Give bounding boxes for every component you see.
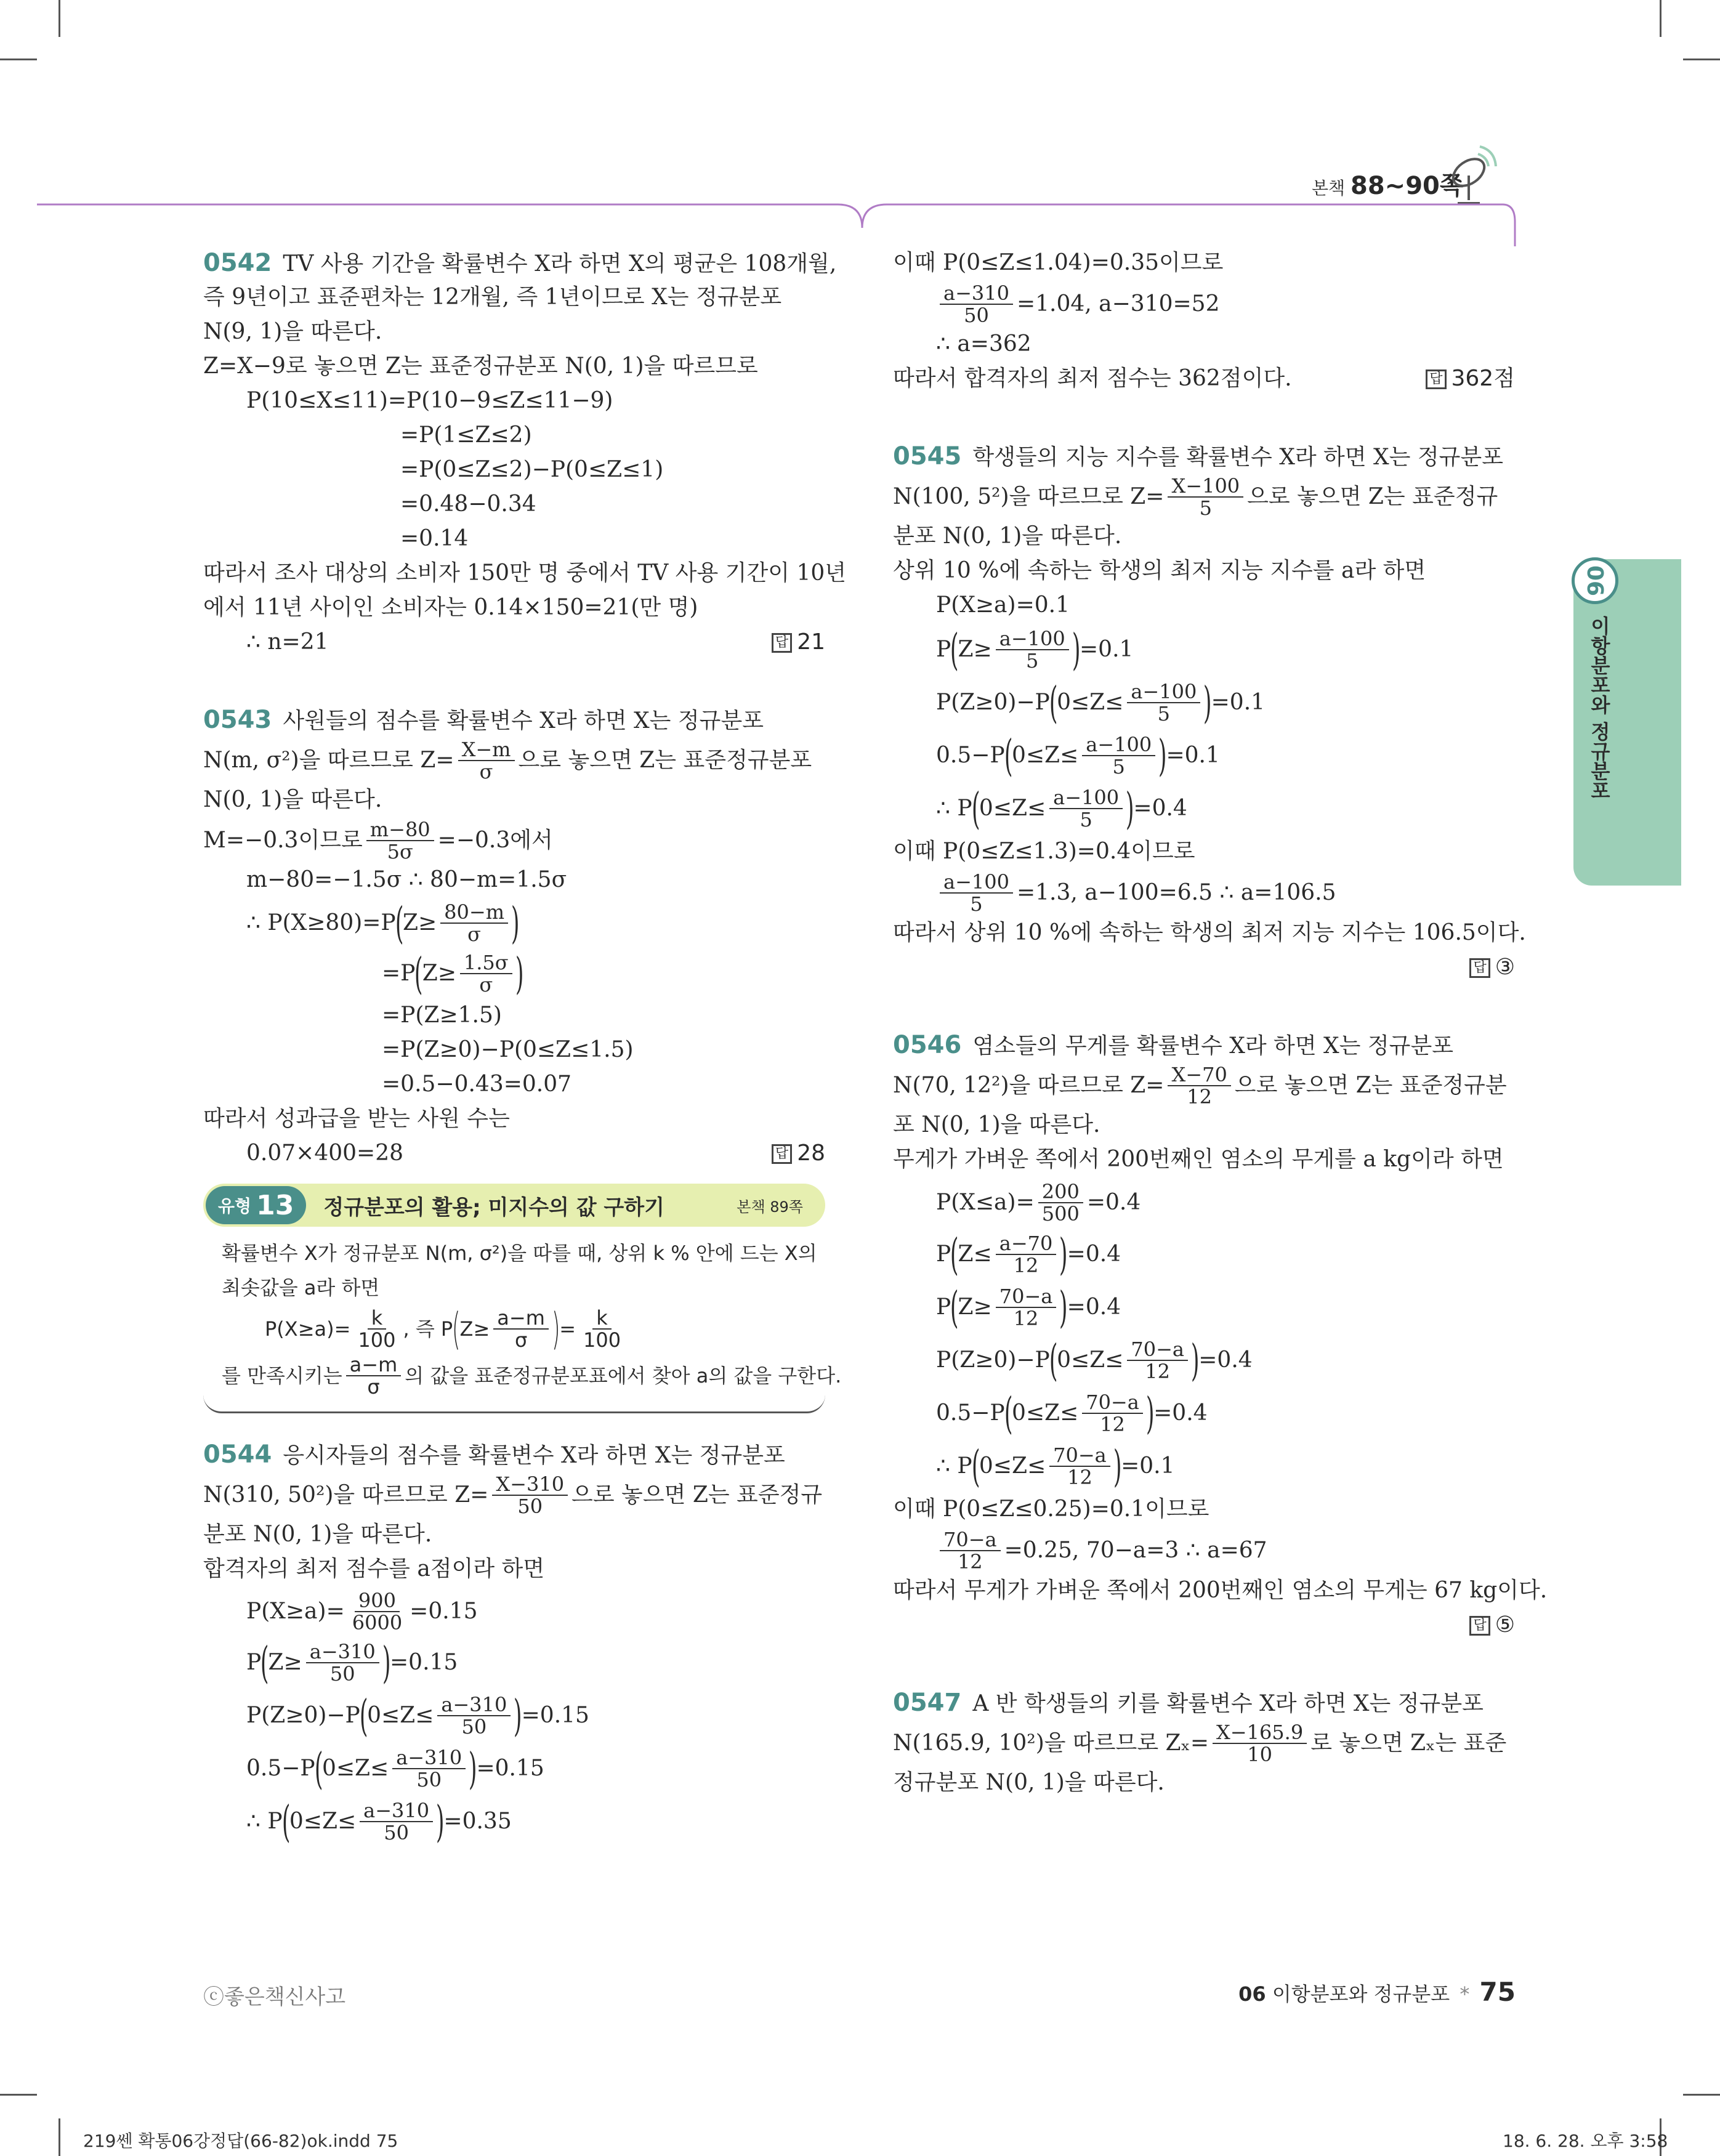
answer-mark (1469, 1609, 1515, 1642)
equation-part: ∴ P(X≥80)=P (246, 910, 396, 935)
answer-value: 362점 (1451, 366, 1515, 391)
header-prefix: 본책 (1312, 178, 1346, 198)
crop-mark (0, 59, 37, 60)
text-line: 로 놓으면 Zₓ는 표준 (1310, 1730, 1507, 1756)
problem-0547 (893, 1686, 1515, 1801)
text-line: N(9, 1)을 따른다. (203, 319, 382, 344)
text-line: 이때 P(0≤Z≤1.04)=0.35이므로 (893, 250, 1224, 275)
equation-part: 0≤Z≤ (1011, 1400, 1079, 1426)
equation-line: m−80=−1.5σ ∴ 80−m=1.5σ (246, 867, 567, 892)
fraction (1082, 1392, 1143, 1435)
equation-line: ∴ n=21 (246, 629, 329, 655)
text-line: Z=X−9로 놓으면 Z는 표준정규분포 N(0, 1)을 따르므로 (203, 353, 758, 379)
page-number: 75 (1479, 1977, 1516, 2007)
header-pages: 88~90쪽 (1351, 172, 1464, 200)
problem-0546: 0546 염소들의 무게를 확률변수 X라 하면 X는 정규분포 N(70, 12²)을 따르므로 Z= $\frac{X-70}{12}$ 으로 놓으면 Z는 표준정규분 포 N(0, 1)을 따른다. 무게가 가벼운 쪽에서 200번째인 염소의 무게를 a kg이라 하면 P(X≤a)= $\frac{200}{500}$ =0.4 P ( Z≤ $\frac{a-70}{12}$ ) =0.4 P ( Z≥ $\frac{70-a}{12}$ ) =0.4 P(Z≥0)−P ( 0≤Z≤ $\frac{70-a}{12}$ ) =0.4 0.5−P ( 0≤Z≤ $\frac{70-a}{12}$ ) =0.4 ∴ P ( 0≤Z≤ $\frac{70-a}{12}$ ) =0.1 이때 P(0≤Z≤0.25)=0.1이므로 $\frac{70-a}{12}$ =0.25, 70−a=3 ∴ a=67 따라서 무게가 가벼운 쪽에서 200번째인 염소의 무게는 67 kg이다. 답 ⑤ (893, 1028, 1515, 1643)
type-badge (206, 1186, 306, 1224)
equation-part: Z≥ (958, 1294, 992, 1320)
equation-part: =0.1 (1121, 1453, 1175, 1479)
print-slug-date: 18. 6. 28. 오후 3:58 (1503, 2131, 1668, 2151)
fraction (349, 1590, 406, 1633)
denominator: 50 (517, 1495, 543, 1518)
denominator: σ (467, 923, 482, 946)
text-line: N(70, 12²)을 따르므로 Z= (893, 1073, 1165, 1098)
denominator: 500 (1041, 1202, 1080, 1225)
denominator: 12 (1145, 1360, 1170, 1383)
numerator: X−m (458, 739, 515, 761)
equation-line: =0.14 (400, 526, 469, 551)
type-13-box (203, 1184, 842, 1413)
denominator: 5 (1112, 755, 1125, 778)
fraction (460, 952, 512, 995)
answer-mark (1426, 362, 1515, 395)
denominator: 12 (1100, 1413, 1125, 1436)
fraction (1213, 1722, 1307, 1765)
equation-part: P (936, 1294, 951, 1320)
problem-number: 0547 (893, 1689, 962, 1717)
numerator: k (592, 1307, 612, 1330)
problem-0542 (203, 246, 847, 660)
answer-icon: 답 (772, 1144, 792, 1164)
text-line: A 반 학생들의 키를 확률변수 X라 하면 X는 정규분포 (972, 1691, 1484, 1716)
equation-line: =P(1≤Z≤2) (400, 422, 532, 448)
denominator: 5 (1080, 808, 1092, 831)
numerator: X−165.9 (1213, 1722, 1307, 1744)
denominator: 5 (1026, 649, 1039, 672)
problem-number: 0544 (203, 1440, 272, 1469)
crop-mark (59, 2118, 60, 2156)
type-badge-number: 13 (256, 1189, 294, 1221)
problem-0544: 0544 응시자들의 점수를 확률변수 X라 하면 X는 정규분포 N(310, 50²)을 따르므로 Z= $\frac{X-310}{50}$ 으로 놓으면 Z는 표준정규 분포 N(0, 1)을 따른다. 합격자의 최저 점수를 a점이라 하면 P(X≥a)= $\frac{900}{6000}$ =0.15 P ( Z≥ $\frac{a-310}{50}$ ) =0.15 P(Z≥0)−P ( 0≤Z≤ $\frac{a-310}{50}$ ) =0.15 0.5−P ( 0≤Z≤ $\frac{a-310}{50}$ ) =0.15 ∴ P ( 0≤Z≤ $\frac{a-310}{50}$ ) =0.35 (203, 1438, 825, 1848)
answer-icon: 답 (1469, 1616, 1490, 1636)
equation-part: =P (382, 961, 416, 986)
denominator: σ (479, 760, 493, 783)
chapter-tab-title: 이항분포와 정규분포 (1588, 616, 1611, 801)
fraction (366, 819, 434, 862)
equation-part: =0.1 (1166, 743, 1220, 768)
type-13-header (203, 1184, 825, 1227)
equation-part: ∴ P (936, 1453, 972, 1479)
denominator: 50 (384, 1821, 409, 1844)
problem-number: 0546 (893, 1031, 962, 1059)
problem-number: 0543 (203, 706, 272, 734)
equation-line: P(X≥a)=0.1 (936, 592, 1070, 618)
fraction (940, 1529, 1001, 1572)
problem-0544-continued (893, 246, 1515, 397)
equation-part: P(Z≥0)−P (246, 1703, 360, 1728)
text-line: 따라서 성과급을 받는 사원 수는 (203, 1106, 510, 1131)
answer-icon: 답 (1426, 369, 1446, 389)
numerator: 900 (355, 1590, 400, 1612)
text-line: N(0, 1)을 따른다. (203, 787, 382, 812)
text-line: 즉 9년이고 표준편차는 12개월, 즉 1년이므로 X는 정규분포 (203, 285, 782, 310)
fraction (1168, 475, 1243, 519)
type-page-ref: 본책 89쪽 (737, 1198, 803, 1216)
equation-part: P(Z≥0)−P (936, 690, 1050, 715)
equation-line: P(10≤X≤11)=P(10−9≤Z≤11−9) (246, 388, 613, 413)
text-line: 학생들의 지능 지수를 확률변수 X라 하면 X는 정규분포 (972, 445, 1503, 470)
denominator: 10 (1247, 1743, 1272, 1766)
answer-icon: 답 (772, 633, 792, 653)
equation-part: 0.5−P (936, 743, 1005, 768)
text-line: 의 값을 표준정규분포표에서 찾아 a의 값을 구한다. (405, 1364, 842, 1387)
fraction (996, 628, 1069, 671)
fraction (1082, 734, 1155, 777)
text-line: 으로 놓으면 Z는 표준정규 (1247, 484, 1498, 509)
text-line: 따라서 무게가 가벼운 쪽에서 200번째인 염소의 무게는 67 kg이다. (893, 1578, 1548, 1603)
numerator: a−100 (996, 628, 1069, 650)
numerator: m−80 (366, 819, 434, 841)
text-line: 포 N(0, 1)을 따른다. (893, 1112, 1100, 1137)
numerator: X−310 (492, 1474, 568, 1496)
crop-mark (1683, 59, 1720, 60)
crop-mark (1660, 0, 1661, 37)
equation-part: =0.25, 70−a=3 ∴ a=67 (1004, 1538, 1267, 1563)
equation-part: 0≤Z≤ (1011, 743, 1079, 768)
fraction (437, 1694, 511, 1737)
text-line: N(165.9, 10²)을 따르므로 Zₓ= (893, 1730, 1209, 1756)
numerator: X−70 (1168, 1064, 1230, 1086)
fraction (306, 1641, 379, 1684)
denominator: 12 (1013, 1254, 1039, 1277)
fraction (1038, 1181, 1083, 1224)
text-line: 를 만족시키는 (222, 1364, 342, 1387)
fraction (493, 1307, 549, 1351)
fraction (360, 1800, 433, 1843)
denominator: 100 (358, 1328, 396, 1352)
equation-part: ∴ P (936, 796, 972, 821)
text-line: 분포 N(0, 1)을 따른다. (893, 523, 1122, 549)
fraction (579, 1307, 624, 1351)
fraction (1049, 787, 1123, 830)
equation-part: 0≤Z≤ (321, 1756, 389, 1781)
type-13-body: 확률변수 X가 정규분포 N(m, σ²)을 따를 때, 상위 k % 안에 드는 X의 최솟값을 a라 하면 P(X≥a)= $\frac{k}{100}$ , 즉 P ( Z≥ $\frac{a-m}{\sigma}$ ) = $\frac{k}{100}$ 를 만족시키는 $\frac{a-m}{\sigma}$ 의 값을 표준정규분포표에서 찾아 a의 값을 구한다. (203, 1227, 825, 1413)
fraction (440, 902, 508, 945)
equation-part: 0≤Z≤ (979, 796, 1046, 821)
crop-mark (0, 2094, 37, 2096)
text-line: 확률변수 X가 정규분포 N(m, σ²)을 따를 때, 상위 k % 안에 드는 X의 (222, 1242, 817, 1265)
equation-part: 0≤Z≤ (1057, 690, 1124, 715)
type-badge-label: 유형 (218, 1196, 252, 1216)
numerator: 70−a (1082, 1392, 1143, 1414)
numerator: X−100 (1168, 475, 1243, 498)
denominator: σ (479, 973, 493, 996)
denominator: 6000 (352, 1611, 403, 1634)
denominator: 50 (329, 1662, 355, 1686)
text-line: =−0.3에서 (437, 828, 553, 853)
text-line: 에서 11년 사이인 소비자는 0.14×150=21(만 명) (203, 595, 698, 620)
denominator: 5σ (387, 840, 413, 863)
equation-part: =1.3, a−100=6.5 ∴ a=106.5 (1016, 880, 1336, 905)
print-slug-file: 219쎈 확통06강정답(66-82)ok.indd 75 (83, 2131, 398, 2151)
text-line: 최솟값을 a라 하면 (222, 1276, 380, 1299)
equation-line: ∴ a=362 (936, 331, 1032, 357)
numerator: a−100 (1082, 734, 1155, 756)
equation-part: Z≥ (268, 1650, 302, 1675)
footer-chapter: 06 (1238, 1982, 1266, 2006)
numerator: a−310 (940, 283, 1013, 305)
answer-value: 21 (797, 629, 825, 655)
equation-part: = (559, 1317, 576, 1341)
denominator: σ (367, 1375, 380, 1399)
denominator: 5 (970, 892, 983, 916)
numerator: 70−a (1049, 1445, 1110, 1467)
equation-part: 0≤Z≤ (1057, 1347, 1124, 1373)
text-line: 으로 놓으면 Z는 표준정규분포 (518, 748, 812, 773)
numerator: 80−m (440, 902, 508, 924)
answer-value: ⑤ (1495, 1612, 1515, 1637)
text-line: 분포 N(0, 1)을 따른다. (203, 1522, 432, 1547)
equation-part: =0.15 (476, 1756, 544, 1781)
problem-number: 0545 (893, 442, 962, 470)
problem-number: 0542 (203, 249, 272, 277)
text-line: 사원들의 점수를 확률변수 X라 하면 X는 정규분포 (283, 708, 764, 733)
answer-mark (772, 1137, 825, 1170)
fraction (996, 1286, 1057, 1329)
text-line: M=−0.3이므로 (203, 828, 363, 853)
equation-line: =P(0≤Z≤2)−P(0≤Z≤1) (400, 457, 664, 482)
fraction (940, 283, 1013, 326)
equation-part: , 즉 P (403, 1317, 453, 1341)
equation-part: P (246, 1650, 262, 1675)
equation-line: =0.5−0.43=0.07 (382, 1072, 572, 1097)
equation-part: =0.15 (410, 1599, 478, 1624)
numerator: 70−a (1127, 1339, 1188, 1361)
numerator: a−70 (996, 1233, 1057, 1255)
fraction (492, 1474, 568, 1517)
equation-part: Z≥ (422, 961, 456, 986)
problem-0545: 0545 학생들의 지능 지수를 확률변수 X라 하면 X는 정규분포 N(100, 5²)을 따르므로 Z= $\frac{X-100}{5}$ 으로 놓으면 Z는 표준정규 분포 N(0, 1)을 따른다. 상위 10 %에 속하는 학생의 최저 지능 지수를 a라 하면 P(X≥a)=0.1 P ( Z≥ $\frac{a-100}{5}$ ) =0.1 P(Z≥0)−P ( 0≤Z≤ $\frac{a-100}{5}$ ) =0.1 0.5−P ( 0≤Z≤ $\frac{a-100}{5}$ ) =0.1 ∴ P ( 0≤Z≤ $\frac{a-100}{5}$ ) =0.4 이때 P(0≤Z≤1.3)=0.4이므로 $\frac{a-100}{5}$ =1.3, a−100=6.5 ∴ a=106.5 따라서 상위 10 %에 속하는 학생의 최저 지능 지수는 106.5이다. 답 ③ (893, 440, 1515, 985)
equation-part: =0.4 (1198, 1347, 1253, 1373)
text-line: 따라서 조사 대상의 소비자 150만 명 중에서 TV 사용 기간이 10년 (203, 560, 847, 586)
equation-part: 0≤Z≤ (979, 1453, 1046, 1479)
text-line: 이때 P(0≤Z≤1.3)=0.4이므로 (893, 839, 1195, 864)
equation-line: =P(Z≥1.5) (382, 1003, 502, 1028)
equation-part: Z≥ (459, 1317, 490, 1341)
denominator: 12 (1187, 1085, 1212, 1108)
text-line: 으로 놓으면 Z는 표준정규 (571, 1482, 823, 1508)
text-line: TV 사용 기간을 확률변수 X라 하면 X의 평균은 108개월, (283, 251, 837, 277)
fraction (1049, 1445, 1110, 1488)
equation-part: =1.04, a−310=52 (1016, 291, 1220, 317)
text-line: 따라서 합격자의 최저 점수는 362점이다. (893, 366, 1292, 391)
equation-line: =P(Z≥0)−P(0≤Z≤1.5) (382, 1037, 634, 1062)
equation-part: 0.5−P (936, 1400, 1005, 1426)
crop-mark (1683, 2094, 1720, 2096)
equation-part: Z≥ (958, 637, 992, 662)
equation-part: =0.15 (390, 1650, 458, 1675)
header-rule (37, 197, 1521, 246)
fraction (1127, 681, 1200, 724)
right-column (893, 246, 1548, 1801)
footer-separator: * (1460, 1982, 1470, 2006)
equation-part: P(X≥a)= (265, 1317, 351, 1341)
denominator: 50 (964, 304, 989, 327)
equation-part: P(X≤a)= (936, 1190, 1035, 1215)
equation-line: =0.48−0.34 (400, 491, 536, 517)
crop-mark (59, 0, 60, 37)
numerator: a−310 (360, 1800, 433, 1822)
text-line: N(100, 5²)을 따르므로 Z= (893, 484, 1165, 509)
numerator: 70−a (940, 1529, 1001, 1551)
left-column (203, 246, 847, 1848)
answer-mark (772, 626, 825, 659)
text-line: 응시자들의 점수를 확률변수 X라 하면 X는 정규분포 (283, 1443, 785, 1468)
problem-0543: 0543 사원들의 점수를 확률변수 X라 하면 X는 정규분포 N(m, σ²)을 따르므로 Z= $\frac{X-m}{\sigma}$ 으로 놓으면 Z는 표준정규분포 N(0, 1)을 따른다. M=−0.3이므로 $\frac{m-80}{5\sigma}$ =−0.3에서 m−80=−1.5σ ∴ 80−m=1.5σ ∴ P(X≥80)=P ( Z≥ $\frac{80-m}{\sigma}$ ) =P ( Z≥ $\frac{1.5\sigma}{\sigma}$ ) =P(Z≥1.5) =P(Z≥0)−P(0≤Z≤1.5) =0.5−0.43=0.07 따라서 성과급을 받는 사원 수는 0.07×400=28 답 28 (203, 703, 825, 1171)
fraction (940, 871, 1013, 914)
equation-part: 0.5−P (246, 1756, 315, 1781)
answer-icon: 답 (1469, 958, 1490, 978)
fraction (996, 1233, 1057, 1276)
equation-part: =0.35 (443, 1809, 512, 1834)
denominator: 50 (416, 1768, 442, 1791)
text-line: 상위 10 %에 속하는 학생의 최저 지능 지수를 a라 하면 (893, 558, 1426, 583)
numerator: a−310 (392, 1747, 466, 1769)
equation-part: P(X≥a)= (246, 1599, 345, 1624)
equation-part: 0≤Z≤ (367, 1703, 434, 1728)
equation-part: P (936, 637, 951, 662)
equation-part: =0.15 (521, 1703, 589, 1728)
page-header (1312, 166, 1464, 201)
equation-part: =0.4 (1067, 1294, 1121, 1320)
copyright: ⓒ좋은책신사고 (203, 1985, 346, 2009)
chapter-tab-number: 06 (1572, 557, 1618, 604)
numerator: 1.5σ (460, 952, 512, 974)
numerator: a−310 (437, 1694, 511, 1716)
equation-part: =0.1 (1211, 690, 1266, 715)
equation-part: Z≤ (958, 1242, 992, 1267)
fraction (1127, 1339, 1188, 1382)
denominator: 12 (1067, 1466, 1092, 1489)
fraction (392, 1747, 466, 1790)
page-footer (1238, 1977, 1516, 2007)
numerator: 70−a (996, 1286, 1057, 1308)
equation-part: Z≥ (402, 910, 437, 935)
denominator: 12 (1013, 1307, 1039, 1330)
text-line: N(m, σ²)을 따르므로 Z= (203, 748, 454, 773)
equation-part: P(Z≥0)−P (936, 1347, 1050, 1373)
text-line: N(310, 50²)을 따르므로 Z= (203, 1482, 489, 1508)
text-line: 무게가 가벼운 쪽에서 200번째인 염소의 무게를 a kg이라 하면 (893, 1147, 1504, 1172)
fraction (1168, 1064, 1230, 1107)
equation-part: =0.4 (1153, 1400, 1208, 1426)
type-title: 정규분포의 활용; 미지수의 값 구하기 (323, 1195, 664, 1220)
fraction (354, 1307, 399, 1351)
answer-mark (1469, 951, 1515, 984)
denominator: 5 (1157, 702, 1170, 725)
equation-part: =0.4 (1067, 1242, 1121, 1267)
text-line: 염소들의 무게를 확률변수 X라 하면 X는 정규분포 (972, 1033, 1453, 1059)
denominator: σ (514, 1328, 528, 1352)
numerator: a−100 (1049, 787, 1123, 809)
text-line: 으로 놓으면 Z는 표준정규분 (1234, 1073, 1507, 1098)
text-line: 정규분포 N(0, 1)을 따른다. (893, 1770, 1165, 1795)
footer-title: 이항분포와 정규분포 (1272, 1982, 1450, 2006)
answer-value: ③ (1495, 955, 1515, 980)
fraction (346, 1354, 402, 1397)
text-line: 이때 P(0≤Z≤0.25)=0.1이므로 (893, 1496, 1209, 1522)
equation-part: =0.4 (1133, 796, 1187, 821)
equation-part: P (936, 1242, 951, 1267)
equation-part: 0≤Z≤ (289, 1809, 357, 1834)
denominator: 12 (957, 1550, 983, 1573)
numerator: 200 (1038, 1181, 1083, 1203)
numerator: a−m (493, 1307, 549, 1330)
numerator: k (368, 1307, 387, 1330)
equation-part: ∴ P (246, 1809, 283, 1834)
numerator: a−100 (940, 871, 1013, 894)
numerator: a−310 (306, 1641, 379, 1663)
text-line: 따라서 상위 10 %에 속하는 학생의 최저 지능 지수는 106.5이다. (893, 920, 1526, 945)
text-line: 합격자의 최저 점수를 a점이라 하면 (203, 1556, 545, 1581)
denominator: 50 (461, 1715, 487, 1738)
denominator: 100 (583, 1328, 621, 1352)
equation-part: =0.4 (1086, 1190, 1141, 1215)
equation-part: =0.1 (1080, 637, 1134, 662)
numerator: a−m (346, 1354, 402, 1376)
denominator: 5 (1199, 496, 1212, 520)
fraction (458, 739, 515, 782)
equation-line: 0.07×400=28 (246, 1141, 404, 1166)
answer-value: 28 (797, 1141, 825, 1166)
numerator: a−100 (1127, 681, 1200, 703)
